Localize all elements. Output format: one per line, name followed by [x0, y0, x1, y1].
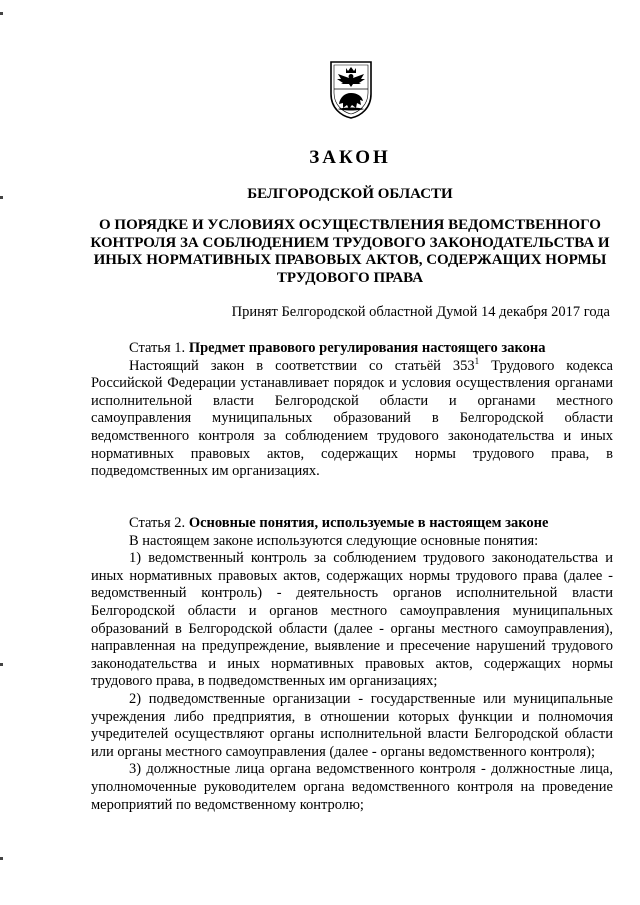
region-title: БЕЛГОРОДСКОЙ ОБЛАСТИ — [247, 186, 453, 202]
document-title: ЗАКОН — [309, 147, 391, 168]
article-1-prefix: Статья 1. — [129, 340, 189, 356]
adoption-line: Принят Белгородской областной Думой 14 декабря 2017 года — [231, 304, 610, 320]
law-title: О ПОРЯДКЕ И УСЛОВИЯХ ОСУЩЕСТВЛЕНИЯ ВЕДОМСТВЕННОГО КОНТРОЛЯ ЗА СОБЛЮДЕНИЕМ ТРУДОВОГО ЗАКОНОДАТЕЛЬСТВА И ИНЫХ НОРМАТИВНЫХ ПРАВОВЫХ АКТОВ, СОДЕРЖАЩИХ НОРМЫ ТРУДОВОГО ПРАВА — [90, 217, 610, 286]
scan-margin-mark — [0, 196, 3, 199]
article-2-title: Основные понятия, используемые в настоящем законе — [188, 515, 549, 531]
article-2 — [91, 515, 613, 814]
article-1-text — [91, 355, 613, 481]
article-1-text-end: Трудового кодекса Российской Федерации устанавливает порядок и условия осуществления органами исполнительной власти Белгородской области и органами местного самоуправления муниципальных образований в Белгородской области ведомственного контроля за соблюдением трудового законодательства и иных нормативных правовых актов, содержащих нормы трудового права, в подведомственных им организациях. — [91, 357, 613, 480]
article-2-prefix: Статья 2. — [129, 515, 189, 531]
article-1 — [91, 340, 613, 481]
article-1-text-start: Настоящий закон в соответствии со статьёй 353 — [129, 357, 475, 374]
article-1-heading — [91, 340, 613, 358]
scan-margin-mark — [0, 663, 3, 666]
article-2-intro: В настоящем законе используются следующие основные понятия: — [129, 532, 539, 549]
scan-margin-mark — [0, 857, 3, 860]
article-2-heading — [91, 515, 613, 533]
article-1-title: Предмет правового регулирования настоящего закона — [188, 340, 546, 356]
article-2-item-2: 2) подведомственные организации - государственные или муниципальные учреждения либо предприятия, в отношении которых функции и полномочия учредителей осуществляют органы исполнительной власти Белгородской области или органы местного самоуправления (далее - органы ведомственного контроля); — [91, 690, 613, 760]
scan-margin-mark — [0, 12, 3, 15]
article-2-item-3: 3) должностные лица органа ведомственного контроля - должностные лица, уполномоченные руководителем органа ведомственного контроля на проведение мероприятий по ведомственному контролю; — [91, 761, 613, 813]
article-2-item-1: 1) ведомственный контроль за соблюдением трудового законодательства и иных нормативных правовых актов, содержащих нормы трудового права (далее - ведомственный контроль) - деятельность органов исполнительной власти Белгородской области и органов местного самоуправления муниципальных образований в Белгородской области (далее - органы местного самоуправления), направленная на предупреждение, выявление и пресечение нарушений трудового законодательства и иных нормативных правовых актов, содержащих нормы трудового права, в подведомственных им организациях; — [91, 550, 613, 690]
article-1-superscript: 1 — [474, 355, 480, 366]
belgorod-coat-of-arms-icon — [329, 60, 373, 120]
